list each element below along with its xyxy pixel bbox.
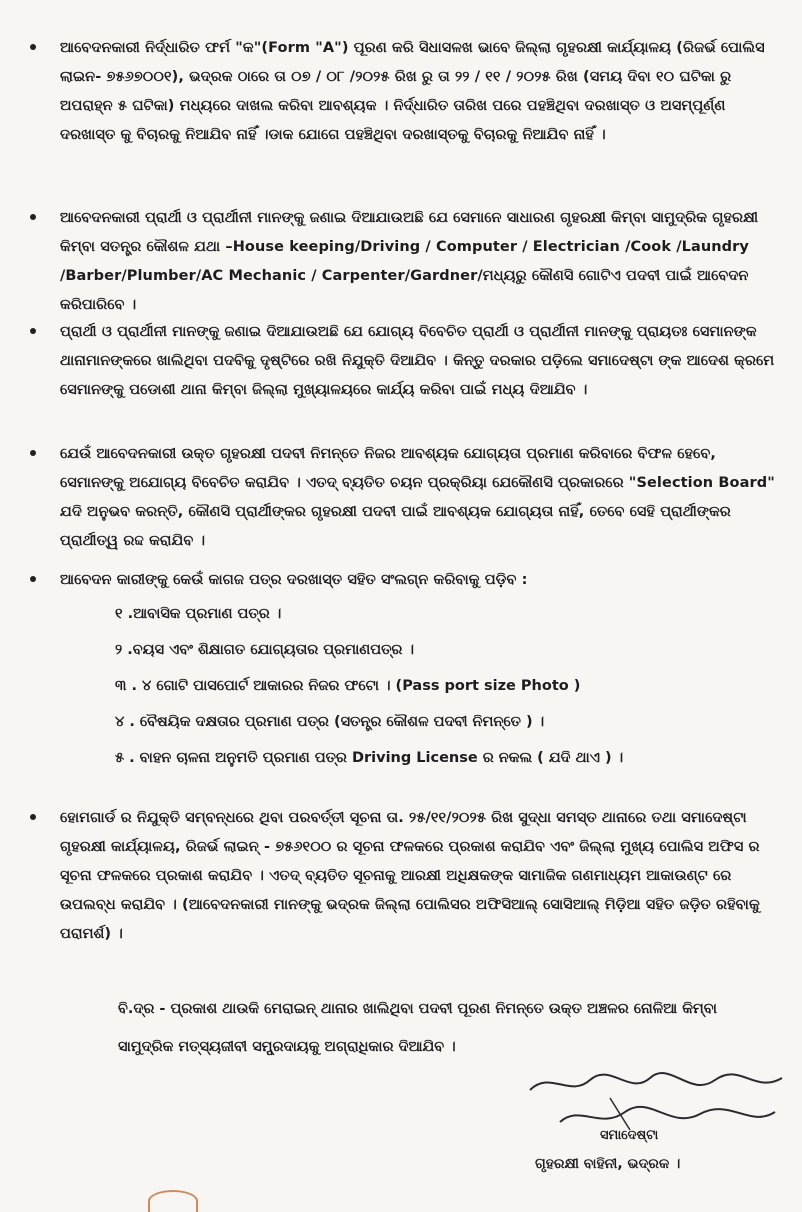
stamp-mark xyxy=(148,1190,198,1212)
bullet-dot xyxy=(30,814,36,820)
bullet-text: ହୋମଗାର୍ଡ ର ନିଯୁକ୍ତି ସମ୍ବନ୍ଧରେ ଥିବା ପରବର୍ତ୍ତୀ ସୂଚନା ତା. ୨୫/୧୧/୨୦୨୫ ରିଖ ସୁଦ୍ଧା ସମସ୍ତ ଥାନାରେ ତଥା ସମାଦେଷ୍ଟା ଗୃହରକ୍ଷୀ କାର୍ଯ୍ୟାଳୟ, ରିଜର୍ଭ ଲାଇନ୍ - ୭୫୬୧୦୦ ର ସୂଚନା ଫଳକରେ ପ୍ରକାଶ କରାଯିବ ଏବଂ ଜିଲ୍ଲା ମୁଖ୍ୟ ପୋଲିସ ଅଫିସ ର ସୂଚନା ଫଳକରେ ପ୍ରକାଶ କରାଯିବ । ଏତଦ୍ ବ୍ୟତିତ ସୂଚନାକୁ ଆରକ୍ଷୀ ଅଧିକ୍ଷକଙ୍କ ସାମାଜିକ ଗଣମାଧ୍ୟମ ଆକାଉଣ୍ଟ ରେ ଉପଲବ୍ଧ କରାଯିବ । (ଆବେଦନକାରୀ ମାନଙ୍କୁ ଭଦ୍ରକ ଜିଲ୍ଲା ପୋଲିସର ଅଫିସିଆଲ୍ ସୋସିଆଲ୍ ମିଡ଼ିଆ ସହିତ ଜଡ଼ିତ ରହିବାକୁ ପରାମର୍ଶ) । xyxy=(60,810,760,942)
bullet-dot xyxy=(30,328,36,334)
list-item: ୨ .ବୟସ ଏବଂ ଶିକ୍ଷାଗତ ଯୋଗ୍ୟତାର ପ୍ରମାଣପତ୍ର । xyxy=(115,642,414,658)
list-item: ୩ . ୪ ଗୋଟି ପାସପୋର୍ଟ ଆକାରର ନିଜର ଫଟୋ । (Pass port size Photo ) xyxy=(115,678,581,694)
signatory-organization: ଗୃହରକ୍ଷୀ ବାହିନୀ, ଭଦ୍ରକ । xyxy=(535,1156,681,1172)
bullet-text: ଆବେଦନକାରୀ ପ୍ରାର୍ଥୀ ଓ ପ୍ରାର୍ଥୀନୀ ମାନଙ୍କୁ ଜଣାଇ ଦିଆଯାଉଅଛି ଯେ ସେମାନେ ସାଧାରଣ ଗୃହରକ୍ଷୀ କିମ୍ବା ସାମୁଦ୍ରିକ ଗୃହରକ୍ଷୀ କିମ୍ବା ସତନ୍ତ୍ର କୌଶଳ ଯଥା –House keeping/Driving / Computer / Electrician /Cook /Laundry /Barber/Plumber/AC Mechanic / Carpenter/Gardner/ମଧ୍ୟରୁ କୌଣସି ଗୋଟିଏ ପଦବୀ ପାଇଁ ଆବେଦନ କରିପାରିବେ । xyxy=(60,210,759,313)
bullet-dot xyxy=(30,214,36,220)
bullet-dot xyxy=(30,576,36,582)
list-item: ୧ .ଆବାସିକ ପ୍ରମାଣ ପତ୍ର । xyxy=(115,606,282,622)
bullet-point xyxy=(30,804,782,949)
bullet-dot xyxy=(30,44,36,50)
bullet-text: ଆବେଦନକାରୀ ନିର୍ଦ୍ଧାରିତ ଫର୍ମ "କ"(Form "A") ପୂରଣ କରି ସିଧାସଳଖ ଭାବେ ଜିଲ୍ଲା ଗୃହରକ୍ଷୀ କାର୍ଯ୍ୟାଳୟ (ରିଜର୍ଭ ପୋଲିସ ଲାଇନ- ୭୫୬୭୦୦୧), ଭଦ୍ରକ ଠାରେ ତା ୦୭ / ୦୮ /୨୦୨୫ ରିଖ ରୁ ତା ୨୨ / ୧୧ / ୨୦୨୫ ରିଖ (ସମୟ ଦିବା ୧୦ ଘଟିକା ରୁ ଅପରାହ୍ନ ୫ ଘଟିକା) ମଧ୍ୟରେ ଦାଖଲ କରିବା ଆବଶ୍ୟକ । ନିର୍ଦ୍ଧାରିତ ତାରିଖ ପରେ ପହଞ୍ଚିଥିବା ଦରଖାସ୍ତ ଓ ଅସମ୍ପୂର୍ଣ୍ଣ ଦରଖାସ୍ତ କୁ ବିଚାରକୁ ନିଆଯିବ ନାହିଁ ।ଡାକ ଯୋଗେ ପହଞ୍ଚିଥିବା ଦରଖାସ୍ତକୁ ବିଚାରକୁ ନିଆଯିବ ନାହିଁ । xyxy=(60,40,765,143)
bullet-text: ପ୍ରାର୍ଥୀ ଓ ପ୍ରାର୍ଥୀନୀ ମାନଙ୍କୁ ଜଣାଇ ଦିଆଯାଉଅଛି ଯେ ଯୋଗ୍ୟ ବିବେଚିତ ପ୍ରାର୍ଥୀ ଓ ପ୍ରାର୍ଥୀନୀ ମାନଙ୍କୁ ପ୍ରାୟତଃ ସେମାନଙ୍କ ଥାନାମାନଙ୍କରେ ଖାଲିଥିବା ପଦବିକୁ ଦୃଷ୍ଟିରେ ରଖି ନିଯୁକ୍ତି ଦିଆଯିବ । କିନ୍ତୁ ଦରକାର ପଡ଼ିଲେ ସମାଦେଷ୍ଟା ଙ୍କ ଆଦେଶ କ୍ରମେ ସେମାନଙ୍କୁ ପଡୋଶୀ ଥାନା କିମ୍ବା ଜିଲ୍ଲା ମୁଖ୍ୟାଳୟରେ କାର୍ଯ୍ୟ କରିବା ପାଇଁ ମଧ୍ୟ ଦିଆଯିବ । xyxy=(60,324,775,398)
document-list xyxy=(115,596,755,776)
list-item: ୫ . ବାହନ ଚାଳନା ଅନୁମତି ପ୍ରମାଣ ପତ୍ର Driving License ର ନକଲ ( ଯଦି ଥାଏ ) । xyxy=(115,750,624,766)
bullet-text: ଆବେଦନ କାରୀଙ୍କୁ କେଉଁ କାଗଜ ପତ୍ର ଦରଖାସ୍ତ ସହିତ ସଂଲଗ୍ନ କରିବାକୁ ପଡ଼ିବ : xyxy=(60,572,528,588)
bullet-point xyxy=(30,34,782,150)
list-item: ୪ . ବୈଷୟିକ ଦକ୍ଷତାର ପ୍ରମାଣ ପତ୍ର (ସତନ୍ତ୍ର କୌଶଳ ପଦବୀ ନିମନ୍ତେ ) । xyxy=(115,714,545,730)
bullet-point xyxy=(30,440,782,556)
bullet-point xyxy=(30,566,782,595)
bullet-dot xyxy=(30,450,36,456)
bullet-point xyxy=(30,204,782,320)
bullet-point xyxy=(30,318,782,405)
signatory-title: ସମାଦେଷ୍ଟା xyxy=(600,1128,659,1143)
bullet-text: ଯେଉଁ ଆବେଦନକାରୀ ଉକ୍ତ ଗୃହରକ୍ଷୀ ପଦବୀ ନିମନ୍ତେ ନିଜର ଆବଶ୍ୟକ ଯୋଗ୍ୟତା ପ୍ରମାଣ କରିବାରେ ବିଫଳ ହେବେ, ସେମାନଙ୍କୁ ଅଯୋଗ୍ୟ ବିବେଚିତ କରାଯିବ । ଏତଦ୍ ବ୍ୟତିତ ଚୟନ ପ୍ରକ୍ରିୟା ଯେକୌଣସି ପ୍ରକାରରେ "Selection Board" ଯଦି ଅନୁଭବ କରନ୍ତି, କୌଣସି ପ୍ରାର୍ଥୀଙ୍କର ଗୃହରକ୍ଷୀ ପଦବୀ ପାଇଁ ଆବଶ୍ୟକ ଯୋଗ୍ୟତା ନାହିଁ, ତେବେ ସେହି ପ୍ରାର୍ଥୀଙ୍କର ପ୍ରାର୍ଥୀତ୍ୱ ରଦ୍ଦ କରାଯିବ । xyxy=(60,446,775,549)
special-note: ବି.ଦ୍ର - ପ୍ରକାଶ ଥାଉକି ମେରାଇନ୍ ଥାନାର ଖାଲିଥିବା ପଦବୀ ପୂରଣ ନିମନ୍ତେ ଉକ୍ତ ଅଞ୍ଚଳର ନୋଳିଆ କିମ୍ବା ସାମୁଦ୍ରିକ ମତ୍ସ୍ୟଜୀବୀ ସମ୍ପ୍ରଦାୟକୁ ଅଗ୍ରାଧିକାର ଦିଆଯିବ । xyxy=(118,1001,717,1055)
